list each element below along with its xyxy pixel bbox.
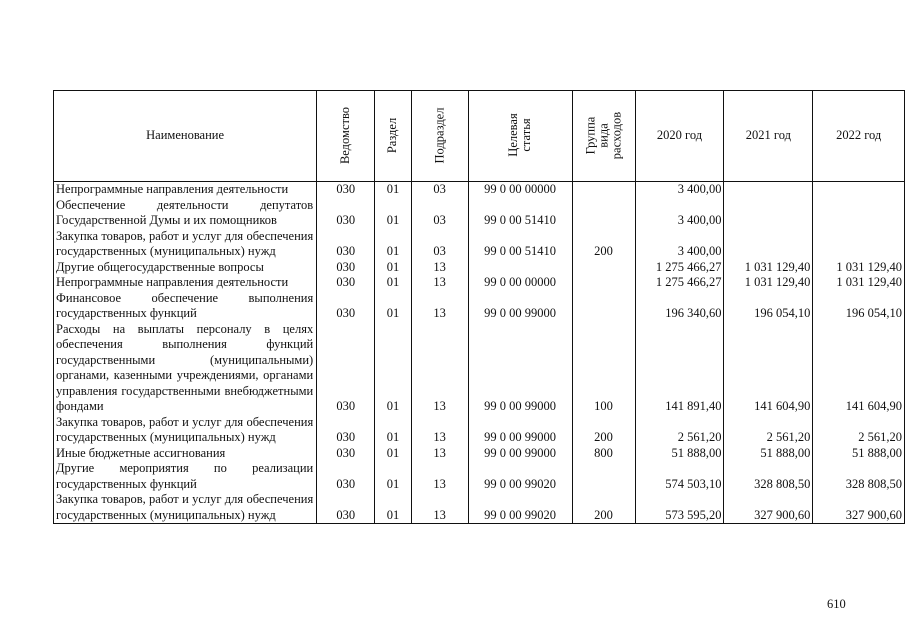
header-row — [54, 91, 905, 182]
row-amount-2020: 1 275 466,27 — [635, 260, 724, 276]
row-target: 99 0 00 51410 — [468, 229, 572, 260]
row-name: Финансовое обеспечение выполнения государственных функций — [54, 291, 317, 322]
table-row — [54, 446, 905, 462]
table-body — [54, 182, 905, 524]
table-row — [54, 182, 905, 198]
row-podrazdel: 13 — [411, 291, 468, 322]
header-target-label: Целевая статья — [506, 113, 534, 157]
row-name: Расходы на выплаты персоналу в целях обеспечения выполнения функций государственными (муниципальными) органами, казенными учреждениями, органами управления государственными внебюджетными фондами — [54, 322, 317, 415]
row-expense-group — [572, 260, 635, 276]
row-name: Другие мероприятия по реализации государственных функций — [54, 461, 317, 492]
row-target: 99 0 00 99000 — [468, 446, 572, 462]
row-amount-2021: 196 054,10 — [724, 291, 813, 322]
row-vedomstvo: 030 — [317, 198, 375, 229]
header-vedomstvo — [317, 91, 375, 182]
row-vedomstvo: 030 — [317, 260, 375, 276]
row-expense-group: 200 — [572, 229, 635, 260]
header-2022 — [813, 91, 905, 182]
row-podrazdel: 03 — [411, 198, 468, 229]
row-target: 99 0 00 51410 — [468, 198, 572, 229]
row-amount-2021 — [724, 182, 813, 198]
table-row — [54, 291, 905, 322]
row-expense-group: 200 — [572, 492, 635, 524]
row-amount-2022 — [813, 229, 905, 260]
row-podrazdel: 13 — [411, 415, 468, 446]
row-expense-group: 200 — [572, 415, 635, 446]
row-razdel: 01 — [375, 260, 411, 276]
row-razdel: 01 — [375, 229, 411, 260]
row-amount-2020: 51 888,00 — [635, 446, 724, 462]
row-razdel: 01 — [375, 322, 411, 415]
header-podrazdel — [411, 91, 468, 182]
row-amount-2021: 1 031 129,40 — [724, 275, 813, 291]
row-amount-2022: 1 031 129,40 — [813, 260, 905, 276]
row-podrazdel: 13 — [411, 446, 468, 462]
row-name: Непрограммные направления деятельности — [54, 182, 317, 198]
table-row — [54, 415, 905, 446]
header-name — [54, 91, 317, 182]
row-amount-2021 — [724, 229, 813, 260]
table-row — [54, 461, 905, 492]
row-name: Закупка товаров, работ и услуг для обеспечения государственных (муниципальных) нужд — [54, 229, 317, 260]
row-amount-2021: 327 900,60 — [724, 492, 813, 524]
header-2021-label: 2021 год — [745, 128, 791, 143]
row-amount-2022: 196 054,10 — [813, 291, 905, 322]
row-amount-2020: 1 275 466,27 — [635, 275, 724, 291]
row-amount-2020: 574 503,10 — [635, 461, 724, 492]
header-2020-label: 2020 год — [656, 128, 703, 143]
row-amount-2021: 328 808,50 — [724, 461, 813, 492]
row-target: 99 0 00 00000 — [468, 182, 572, 198]
table-row — [54, 260, 905, 276]
row-vedomstvo: 030 — [317, 415, 375, 446]
row-amount-2022: 51 888,00 — [813, 446, 905, 462]
row-target: 99 0 00 99000 — [468, 291, 572, 322]
table-row — [54, 275, 905, 291]
row-target: 99 0 00 99000 — [468, 322, 572, 415]
page-number: 610 — [827, 597, 846, 611]
row-podrazdel: 03 — [411, 229, 468, 260]
row-expense-group — [572, 182, 635, 198]
header-name-label: Наименование — [146, 128, 225, 143]
row-expense-group — [572, 291, 635, 322]
table-row — [54, 322, 905, 415]
row-amount-2022: 2 561,20 — [813, 415, 905, 446]
row-amount-2021: 51 888,00 — [724, 446, 813, 462]
row-razdel: 01 — [375, 182, 411, 198]
table-row — [54, 492, 905, 524]
row-amount-2022 — [813, 198, 905, 229]
row-amount-2022 — [813, 182, 905, 198]
row-name: Закупка товаров, работ и услуг для обеспечения государственных (муниципальных) нужд — [54, 492, 317, 524]
row-target: 99 0 00 99020 — [468, 461, 572, 492]
row-vedomstvo: 030 — [317, 182, 375, 198]
row-amount-2020: 573 595,20 — [635, 492, 724, 524]
row-vedomstvo: 030 — [317, 275, 375, 291]
row-amount-2021: 1 031 129,40 — [724, 260, 813, 276]
header-expense-group-label: Группа вида расходов — [583, 111, 624, 159]
row-name: Непрограммные направления деятельности — [54, 275, 317, 291]
row-podrazdel: 13 — [411, 275, 468, 291]
row-target — [468, 260, 572, 276]
header-2021 — [724, 91, 813, 182]
row-podrazdel: 13 — [411, 260, 468, 276]
row-amount-2020: 3 400,00 — [635, 229, 724, 260]
row-name: Иные бюджетные ассигнования — [54, 446, 317, 462]
row-amount-2021: 141 604,90 — [724, 322, 813, 415]
row-amount-2020: 3 400,00 — [635, 182, 724, 198]
row-podrazdel: 03 — [411, 182, 468, 198]
row-target: 99 0 00 99020 — [468, 492, 572, 524]
row-razdel: 01 — [375, 198, 411, 229]
row-name: Закупка товаров, работ и услуг для обеспечения государственных (муниципальных) нужд — [54, 415, 317, 446]
header-target — [468, 91, 572, 182]
row-razdel: 01 — [375, 291, 411, 322]
row-target: 99 0 00 00000 — [468, 275, 572, 291]
header-expense-group — [572, 91, 635, 182]
header-2020 — [635, 91, 724, 182]
row-expense-group — [572, 461, 635, 492]
row-amount-2022: 141 604,90 — [813, 322, 905, 415]
row-expense-group — [572, 198, 635, 229]
row-vedomstvo: 030 — [317, 291, 375, 322]
table-row — [54, 229, 905, 260]
table-row — [54, 198, 905, 229]
row-vedomstvo: 030 — [317, 446, 375, 462]
row-amount-2020: 2 561,20 — [635, 415, 724, 446]
row-name: Обеспечение деятельности депутатов Государственной Думы и их помощников — [54, 198, 317, 229]
row-expense-group: 800 — [572, 446, 635, 462]
row-vedomstvo: 030 — [317, 229, 375, 260]
header-vedomstvo-label: Ведомство — [338, 107, 353, 165]
row-expense-group — [572, 275, 635, 291]
row-podrazdel: 13 — [411, 461, 468, 492]
row-amount-2020: 141 891,40 — [635, 322, 724, 415]
header-razdel — [375, 91, 411, 182]
header-razdel-label: Раздел — [385, 118, 400, 154]
row-target: 99 0 00 99000 — [468, 415, 572, 446]
row-razdel: 01 — [375, 492, 411, 524]
row-name: Другие общегосударственные вопросы — [54, 260, 317, 276]
row-amount-2022: 1 031 129,40 — [813, 275, 905, 291]
row-podrazdel: 13 — [411, 492, 468, 524]
row-vedomstvo: 030 — [317, 322, 375, 415]
row-amount-2022: 327 900,60 — [813, 492, 905, 524]
row-amount-2022: 328 808,50 — [813, 461, 905, 492]
row-amount-2020: 3 400,00 — [635, 198, 724, 229]
row-podrazdel: 13 — [411, 322, 468, 415]
header-podrazdel-label: Подраздел — [432, 107, 447, 164]
row-expense-group: 100 — [572, 322, 635, 415]
row-amount-2020: 196 340,60 — [635, 291, 724, 322]
row-razdel: 01 — [375, 415, 411, 446]
row-vedomstvo: 030 — [317, 461, 375, 492]
row-amount-2021: 2 561,20 — [724, 415, 813, 446]
row-razdel: 01 — [375, 461, 411, 492]
row-razdel: 01 — [375, 275, 411, 291]
row-vedomstvo: 030 — [317, 492, 375, 524]
row-amount-2021 — [724, 198, 813, 229]
budget-table — [53, 90, 905, 524]
header-2022-label: 2022 год — [836, 128, 882, 143]
row-razdel: 01 — [375, 446, 411, 462]
